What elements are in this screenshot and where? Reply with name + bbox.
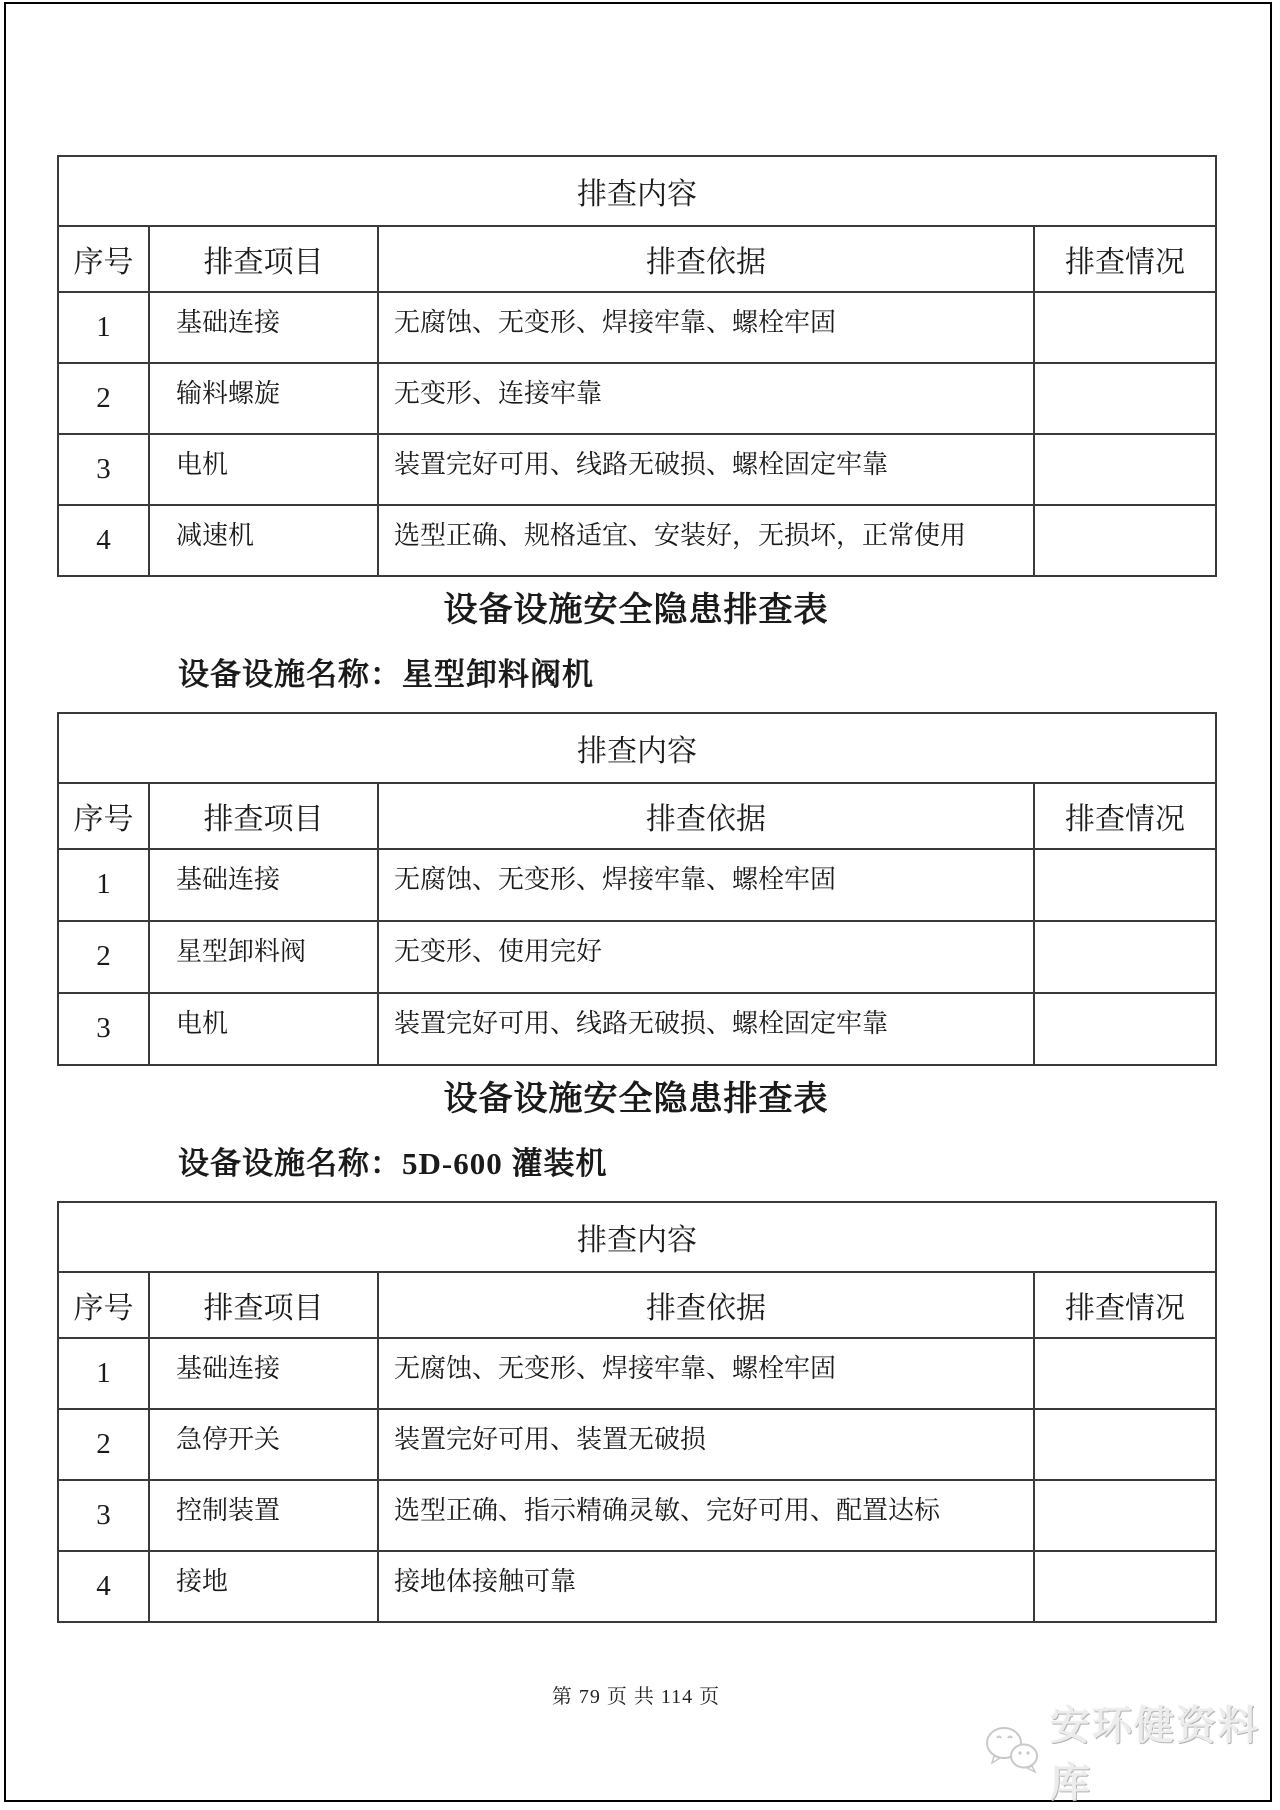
basis-cell: 选型正确、规格适宜、安装好，无损坏，正常使用: [378, 505, 1034, 576]
table-row: [58, 921, 1216, 993]
page-number-footer: 第 79 页 共 114 页: [551, 1686, 721, 1708]
inspection-table-3: [57, 1201, 1217, 1623]
row-number-cell: 3: [58, 1480, 149, 1551]
basis-cell: 选型正确、指示精确灵敏、完好可用、配置达标: [378, 1480, 1034, 1551]
watermark: [984, 1704, 1280, 1805]
col-header-status: 排查情况: [1034, 226, 1216, 292]
row-number-cell: 2: [58, 363, 149, 434]
row-number-cell: 4: [58, 505, 149, 576]
col-header-no: 序号: [58, 783, 149, 849]
table-row: [58, 505, 1216, 576]
item-cell: 急停开关: [149, 1409, 378, 1480]
row-number-cell: 1: [58, 849, 149, 921]
item-cell: 电机: [149, 993, 378, 1065]
status-cell: [1034, 993, 1216, 1065]
row-number-cell: 3: [58, 993, 149, 1065]
basis-cell: 无腐蚀、无变形、焊接牢靠、螺栓牢固: [378, 849, 1034, 921]
col-header-item: 排查项目: [149, 226, 378, 292]
basis-cell: 无变形、使用完好: [378, 921, 1034, 993]
item-cell: 接地: [149, 1551, 378, 1622]
section-title: 设备设施安全隐患排查表: [443, 1081, 829, 1118]
device-name-label: 设备设施名称：星型卸料阀机: [178, 657, 594, 692]
table-row: [58, 1409, 1216, 1480]
item-cell: 星型卸料阀: [149, 921, 378, 993]
col-header-status: 排查情况: [1034, 1272, 1216, 1338]
col-header-no: 序号: [58, 1272, 149, 1338]
watermark-label: 安环健资料库: [1050, 1704, 1260, 1805]
inspection-table-2: [57, 712, 1217, 1066]
row-number-cell: 1: [58, 292, 149, 363]
status-cell: [1034, 849, 1216, 921]
row-number-cell: 2: [58, 921, 149, 993]
basis-cell: 装置完好可用、线路无破损、螺栓固定牢靠: [378, 434, 1034, 505]
basis-cell: 装置完好可用、线路无破损、螺栓固定牢靠: [378, 993, 1034, 1065]
status-cell: [1034, 434, 1216, 505]
inspection-table-1: [57, 155, 1217, 577]
document-content: [57, 0, 1215, 1709]
status-cell: [1034, 1480, 1216, 1551]
col-header-basis: 排查依据: [378, 226, 1034, 292]
status-cell: [1034, 292, 1216, 363]
table-row: [58, 1480, 1216, 1551]
status-cell: [1034, 505, 1216, 576]
basis-cell: 接地体接触可靠: [378, 1551, 1034, 1622]
basis-cell: 无腐蚀、无变形、焊接牢靠、螺栓牢固: [378, 292, 1034, 363]
device-name-label: 设备设施名称：5D-600 灌装机: [178, 1146, 608, 1181]
col-header-basis: 排查依据: [378, 1272, 1034, 1338]
table-column-header-row: [58, 783, 1216, 849]
table-row: [58, 1551, 1216, 1622]
item-cell: 输料螺旋: [149, 363, 378, 434]
basis-cell: 无变形、连接牢靠: [378, 363, 1034, 434]
basis-cell: 无腐蚀、无变形、焊接牢靠、螺栓牢固: [378, 1338, 1034, 1409]
item-cell: 基础连接: [149, 292, 378, 363]
status-cell: [1034, 1338, 1216, 1409]
table-column-header-row: [58, 1272, 1216, 1338]
table-row: [58, 434, 1216, 505]
col-header-basis: 排查依据: [378, 783, 1034, 849]
status-cell: [1034, 363, 1216, 434]
table-row: [58, 849, 1216, 921]
content-header-cell: 排查内容: [58, 1202, 1216, 1272]
table-row: [58, 363, 1216, 434]
status-cell: [1034, 921, 1216, 993]
item-cell: 控制装置: [149, 1480, 378, 1551]
content-header-cell: 排查内容: [58, 713, 1216, 783]
status-cell: [1034, 1409, 1216, 1480]
row-number-cell: 1: [58, 1338, 149, 1409]
item-cell: 减速机: [149, 505, 378, 576]
row-number-cell: 2: [58, 1409, 149, 1480]
col-header-item: 排查项目: [149, 783, 378, 849]
table-merged-header-row: [58, 156, 1216, 226]
content-header-cell: 排查内容: [58, 156, 1216, 226]
table-merged-header-row: [58, 713, 1216, 783]
status-cell: [1034, 1551, 1216, 1622]
row-number-cell: 4: [58, 1551, 149, 1622]
item-cell: 电机: [149, 434, 378, 505]
chat-bubbles-icon: [984, 1724, 1042, 1779]
item-cell: 基础连接: [149, 849, 378, 921]
row-number-cell: 3: [58, 434, 149, 505]
table-merged-header-row: [58, 1202, 1216, 1272]
item-cell: 基础连接: [149, 1338, 378, 1409]
col-header-status: 排查情况: [1034, 783, 1216, 849]
col-header-no: 序号: [58, 226, 149, 292]
col-header-item: 排查项目: [149, 1272, 378, 1338]
table-row: [58, 292, 1216, 363]
table-row: [58, 993, 1216, 1065]
section-title: 设备设施安全隐患排查表: [443, 592, 829, 629]
table-row: [58, 1338, 1216, 1409]
basis-cell: 装置完好可用、装置无破损: [378, 1409, 1034, 1480]
table-column-header-row: [58, 226, 1216, 292]
